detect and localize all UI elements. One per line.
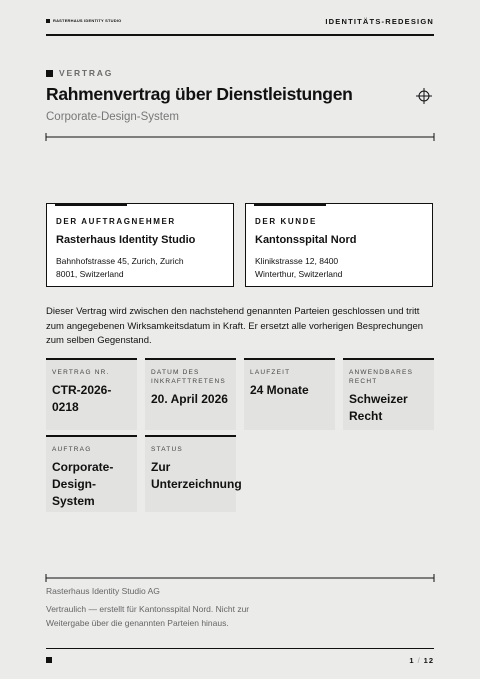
detail-label: VERTRAG NR. [52,369,110,376]
detail-engagement [46,435,137,512]
contractor-role: DER AUFTRAGNEHMER [56,217,176,226]
client-address-line1: Klinikstrasse 12, 8400 [255,256,339,266]
detail-contract-number [46,358,137,430]
client-card [245,203,433,287]
page-current: 1 [409,656,415,665]
square-bullet-icon [46,70,53,77]
title-rule [45,132,435,142]
section-label: IDENTITÄTS-REDESIGN [325,17,434,26]
footer-rule [45,573,435,583]
detail-value: Schweizer Recht [349,392,408,423]
square-bullet-icon [46,19,50,23]
contractor-address-line2: 8001, Switzerland [56,269,124,279]
kicker-text: VERTRAG [59,68,114,78]
detail-effective-date [145,358,236,430]
contractor-address [56,255,184,281]
intro-paragraph: Dieser Vertrag wird zwischen den nachstehend genannten Parteien geschlossen und tritt zum angegebenen Wirksamkeitsdatum in Kraft. Er ersetzt alle vorherigen Besprechungen zum selben Gegenstand. [46,306,424,346]
detail-label: LAUFZEIT [250,369,291,376]
header-rule [46,34,434,36]
crosshair-icon [416,88,432,104]
bottom-rule [46,648,434,649]
contractor-card [46,203,234,287]
detail-value: Corporate-Design-System [52,460,114,508]
detail-value: 20. April 2026 [151,392,228,406]
document-kicker [46,68,113,78]
page-title: Rahmenvertrag über Dienstleistungen [46,84,353,104]
page-subtitle: Corporate-Design-System [46,111,179,123]
detail-governing-law [343,358,434,430]
card-accent-bar [55,203,127,206]
status-badge: Zur Unterzeichnung [151,460,242,491]
card-accent-bar [254,203,326,206]
page-number: 1 / 12 [409,656,434,665]
detail-label: AUFTRAG [52,446,92,453]
contractor-address-line1: Bahnhofstrasse 45, Zurich, Zurich [56,256,184,266]
detail-duration [244,358,335,430]
brand-name: RASTERHAUS IDENTITY STUDIO [53,18,122,23]
footer-company: Rasterhaus Identity Studio AG [46,586,160,596]
detail-label: STATUS [151,446,183,453]
page-total: 12 [423,656,434,665]
contractor-name: Rasterhaus Identity Studio [56,234,196,246]
confidentiality-note: Vertraulich — erstellt für Kantonsspital Nord. Nicht zur Weitergabe über die genannten Parteien hinaus. [46,604,250,628]
detail-label: DATUM DES INKRAFTTRETENS [151,369,226,385]
client-name: Kantonsspital Nord [255,234,357,246]
brand-mark [46,18,121,23]
detail-value: 24 Monate [250,383,309,397]
detail-value: CTR-2026-0218 [52,383,112,414]
detail-status [145,435,242,512]
client-role: DER KUNDE [255,217,317,226]
client-address [255,255,342,281]
client-address-line2: Winterthur, Switzerland [255,269,343,279]
detail-label: ANWENDBARES RECHT [349,369,414,385]
square-bullet-icon [46,657,52,663]
